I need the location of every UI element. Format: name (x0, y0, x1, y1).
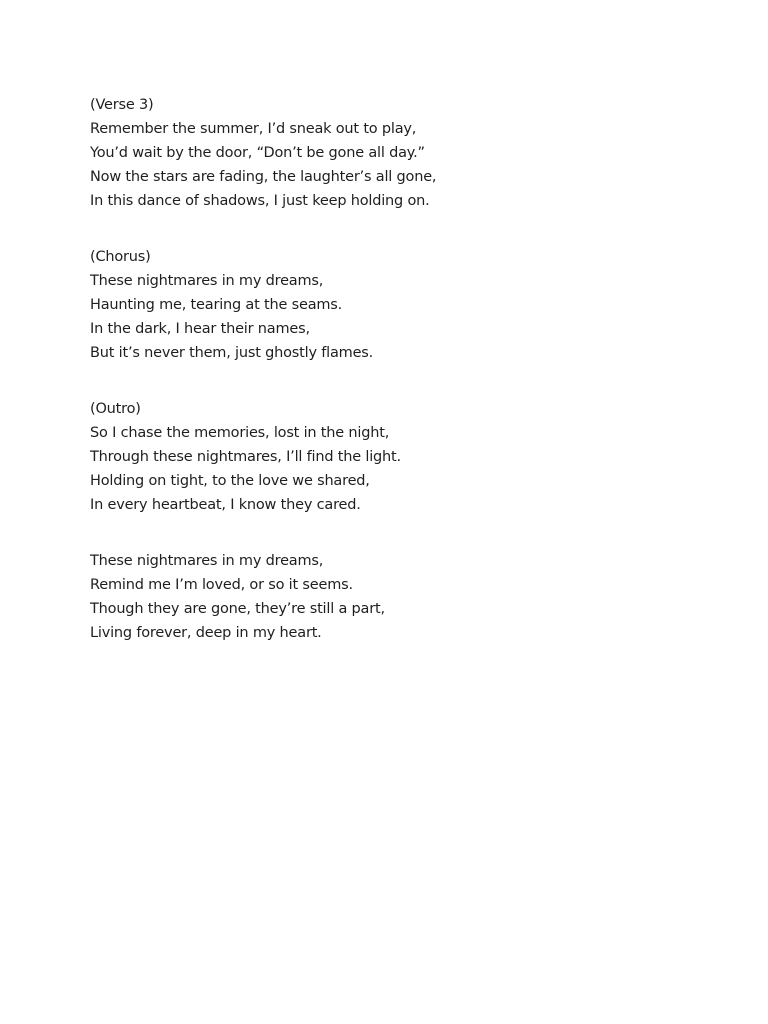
stanza-heading: (Chorus) (90, 248, 151, 265)
lyric-line: You’d wait by the door, “Don’t be gone all day.” (90, 145, 425, 162)
lyric-line: In every heartbeat, I know they cared. (90, 497, 361, 514)
lyric-line: Through these nightmares, I’ll find the light. (90, 449, 401, 466)
lyric-line: Haunting me, tearing at the seams. (90, 297, 343, 314)
lyric-line: Now the stars are fading, the laughter’s all gone, (90, 169, 437, 186)
lyric-line: Holding on tight, to the love we shared, (90, 473, 370, 490)
stanza-verse-3 (90, 93, 690, 213)
stanza-heading: (Outro) (90, 400, 141, 417)
lyric-line: Remind me I’m loved, or so it seems. (90, 577, 353, 593)
lyric-line: Though they are gone, they’re still a part, (90, 601, 385, 618)
lyrics-body (90, 93, 690, 677)
lyric-line: Remember the summer, I’d sneak out to play, (90, 121, 417, 138)
stanza-outro (90, 397, 690, 517)
lyric-line: In this dance of shadows, I just keep holding on. (90, 193, 430, 210)
stanza-final (90, 549, 690, 645)
lyric-line: So I chase the memories, lost in the night, (90, 425, 390, 442)
stanza-chorus (90, 245, 690, 365)
lyric-line: Living forever, deep in my heart. (90, 625, 322, 642)
lyric-line: These nightmares in my dreams, (90, 552, 324, 569)
lyric-line: These nightmares in my dreams, (90, 273, 324, 290)
lyric-line: In the dark, I hear their names, (90, 321, 310, 338)
stanza-heading: (Verse 3) (90, 97, 154, 113)
lyric-line: But it’s never them, just ghostly flames. (90, 345, 374, 362)
